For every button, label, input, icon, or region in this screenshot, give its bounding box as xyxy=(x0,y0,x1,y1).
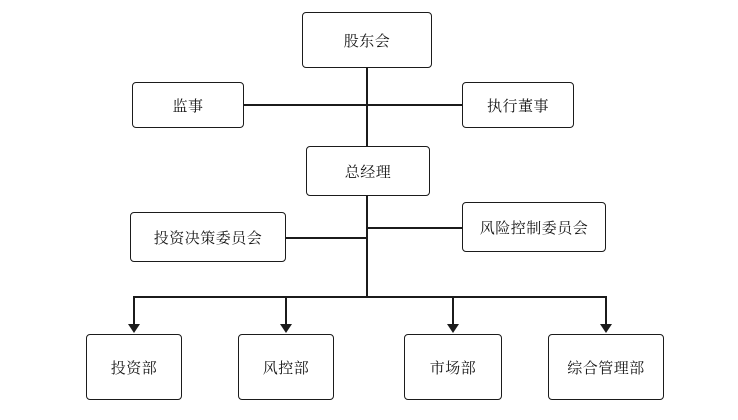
arrow-risk-control-dept xyxy=(280,324,292,333)
connector-investment-committee-to-trunk xyxy=(286,237,366,239)
node-label: 综合管理部 xyxy=(567,359,645,377)
node-label: 执行董事 xyxy=(486,97,549,115)
connector-bus-to-general-admin-dept xyxy=(605,296,607,326)
connector-bus-to-investment-dept xyxy=(133,296,135,326)
connector-supervisor-to-trunk xyxy=(244,104,366,106)
node-label: 股东会 xyxy=(343,32,391,50)
arrow-investment-dept xyxy=(128,324,140,333)
node-risk-control-dept[interactable] xyxy=(238,334,334,400)
node-label: 监事 xyxy=(172,97,204,115)
node-supervisor[interactable] xyxy=(132,82,244,128)
connector-executive-director-to-trunk xyxy=(366,104,462,106)
arrow-marketing-dept xyxy=(447,324,459,333)
node-label: 投资部 xyxy=(110,359,158,377)
node-executive-director[interactable] xyxy=(462,82,574,128)
node-general-admin-dept[interactable] xyxy=(548,334,664,400)
connector-risk-committee-to-trunk xyxy=(366,227,462,229)
connector-gm-to-bus xyxy=(366,196,368,296)
node-label: 风控部 xyxy=(262,359,310,377)
arrow-general-admin-dept xyxy=(600,324,612,333)
node-general-manager[interactable] xyxy=(306,146,430,196)
node-investment-committee[interactable] xyxy=(130,212,286,262)
connector-bus-to-marketing-dept xyxy=(452,296,454,326)
connector-shareholders-to-gm xyxy=(366,68,368,146)
node-label: 市场部 xyxy=(429,359,477,377)
node-investment-dept[interactable] xyxy=(86,334,182,400)
node-shareholders[interactable] xyxy=(302,12,432,68)
node-risk-committee[interactable] xyxy=(462,202,606,252)
node-marketing-dept[interactable] xyxy=(404,334,502,400)
connector-department-bus xyxy=(133,296,606,298)
node-label: 风险控制委员会 xyxy=(479,219,589,237)
node-label: 总经理 xyxy=(344,163,392,181)
node-label: 投资决策委员会 xyxy=(153,229,263,247)
connector-bus-to-risk-control-dept xyxy=(285,296,287,326)
